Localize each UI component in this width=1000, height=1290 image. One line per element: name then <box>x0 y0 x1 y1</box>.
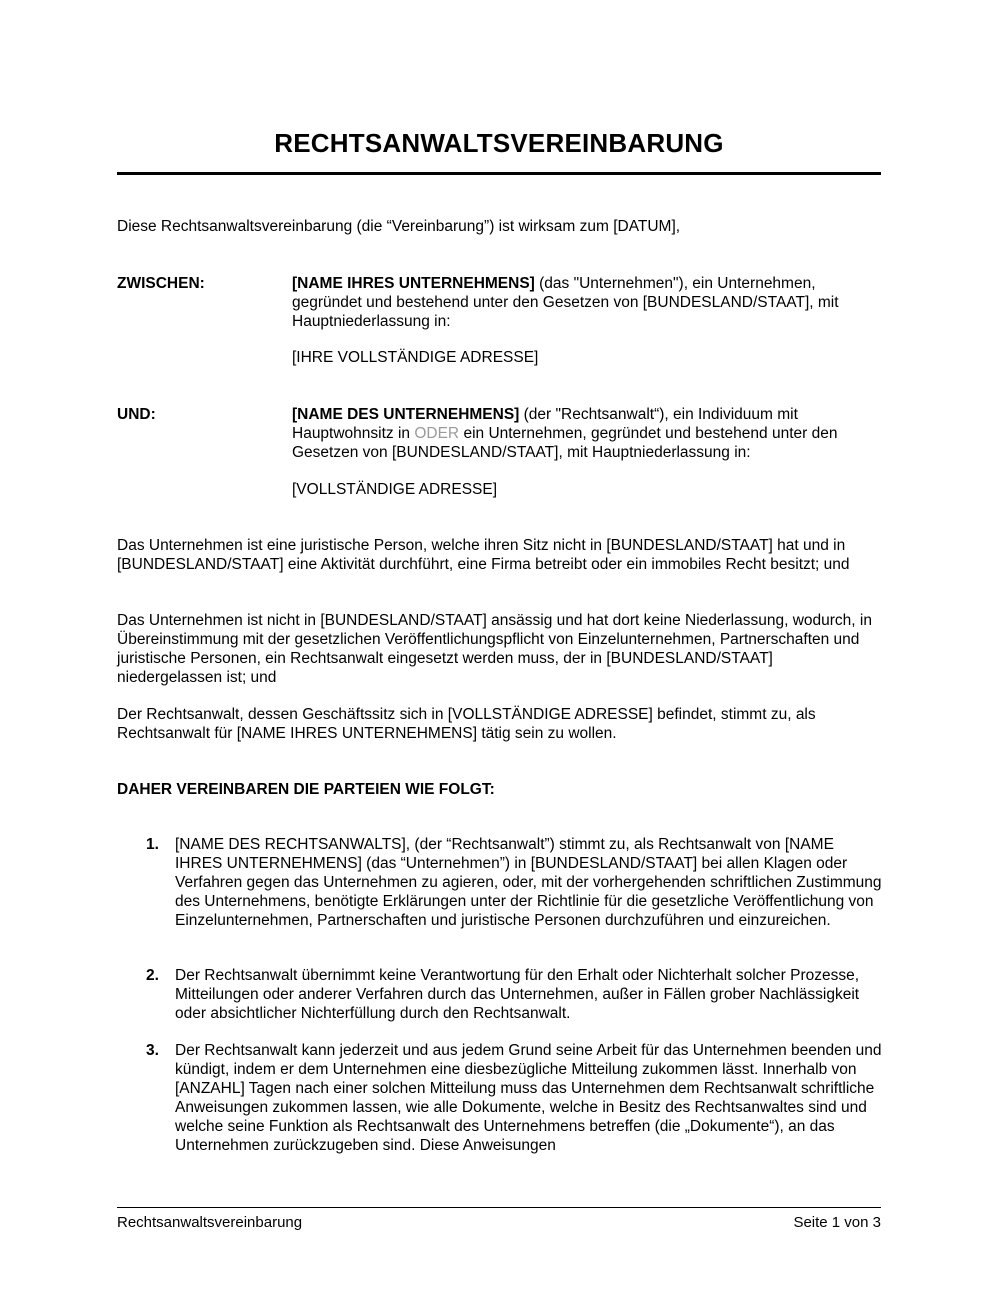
clause-number: 1. <box>146 836 159 853</box>
title-divider <box>117 172 881 175</box>
party2-description <box>292 405 882 462</box>
clause-number: 3. <box>146 1042 159 1059</box>
party1-desc-rest: gegründet und bestehend unter den Gesetzen von [BUNDESLAND/STAAT], mit Hauptniederlassung in: <box>292 294 839 330</box>
party2-desc-b: ein Unternehmen, gegründet und bestehend unter den Gesetzen von [BUNDESLAND/STAAT], mit Hauptniederlassung in: <box>292 425 838 461</box>
party2-name: [NAME DES UNTERNEHMENS] <box>292 406 520 423</box>
oder-option-text: ODER <box>414 425 460 442</box>
party2-label: UND: <box>117 406 156 423</box>
party1-desc-line1: (das "Unternehmen"), ein Unternehmen, <box>534 275 816 292</box>
footer-divider <box>117 1207 881 1208</box>
intro-paragraph: Diese Rechtsanwaltsvereinbarung (die “Vereinbarung”) ist wirksam zum [DATUM], <box>117 218 681 235</box>
party1-address: [IHRE VOLLSTÄNDIGE ADRESSE] <box>292 349 539 366</box>
clause-text: [NAME DES RECHTSANWALTS], (der “Rechtsanwalt”) stimmt zu, als Rechtsanwalt von [NAME IHRES UNTERNEHMENS] (das “Unternehmen”) in [BUNDESLAND/STAAT] bei allen Klagen oder Verfahren gegen das Unternehmen zu agieren, oder, mit der vorhergehenden schriftlichen Zustimmung des Unternehmens, benötigte Erklärungen unter der Richtlinie für die gesetzliche Veröffentlichung von Einzelunternehmen, Partnerschaften und juristische Personen durchzuführen und einzureichen. <box>175 836 882 929</box>
clause-text: Der Rechtsanwalt kann jederzeit und aus jedem Grund seine Arbeit für das Unternehmen beenden und kündigt, indem er dem Unternehmen eine diesbezügliche Mitteilung zukommen lässt. Innerhalb von [ANZAHL] Tagen nach einer solchen Mitteilung muss das Unternehmen dem Rechtsanwalt schriftliche Anweisungen zukommen lassen, wie alle Dokumente, welche in Besitz des Rechtsanwaltes sind und welche seine Funktion als Rechtsanwalt des Unternehmens betreffen (die „Dokumente“), an das Unternehmen zurückzugeben sind. Diese Anweisungen <box>175 1042 882 1154</box>
party1-description <box>292 274 882 331</box>
party1-name: [NAME IHRES UNTERNEHMENS] <box>292 275 535 292</box>
section-heading: DAHER VEREINBAREN DIE PARTEIEN WIE FOLGT: <box>117 781 495 798</box>
recital-paragraph: Das Unternehmen ist eine juristische Person, welche ihren Sitz nicht in [BUNDESLAND/STAAT] hat und in [BUNDESLAND/STAAT] eine Aktivität durchführt, eine Firma betreibt oder ein immobiles Recht besitzt; und <box>117 537 850 573</box>
page-title: RECHTSANWALTSVEREINBARUNG <box>274 128 724 158</box>
party1-label: ZWISCHEN: <box>117 275 205 292</box>
clause-text: Der Rechtsanwalt übernimmt keine Verantwortung für den Erhalt oder Nichterhalt solcher Prozesse, Mitteilungen oder anderer Verfahren durch das Unternehmen, außer in Fällen grober Nachlässigkeit oder absichtlicher Nichterfüllung durch den Rechtsanwalt. <box>175 967 860 1022</box>
recital-paragraph: Der Rechtsanwalt, dessen Geschäftssitz sich in [VOLLSTÄNDIGE ADRESSE] befindet, stimmt zu, als Rechtsanwalt für [NAME IHRES UNTERNEHMENS] tätig sein zu wollen. <box>117 706 816 742</box>
recital-paragraph: Das Unternehmen ist nicht in [BUNDESLAND/STAAT] ansässig und hat dort keine Niederlassung, wodurch, in Übereinstimmung mit der gesetzlichen Veröffentlichungspflicht von Einzelunternehmen, Partnerschaften und juristische Personen, ein Rechtsanwalt eingesetzt werden muss, der in [BUNDESLAND/STAAT] niedergelassen ist; und <box>117 612 872 686</box>
clause-number: 2. <box>146 967 159 984</box>
party2-desc-a: (der "Rechtsanwalt“), ein Individuum mit Hauptwohnsitz in <box>292 406 798 442</box>
party2-address: [VOLLSTÄNDIGE ADRESSE] <box>292 481 498 498</box>
footer-page-number: Seite 1 von 3 <box>793 1214 881 1231</box>
footer-document-name: Rechtsanwaltsvereinbarung <box>117 1214 303 1231</box>
